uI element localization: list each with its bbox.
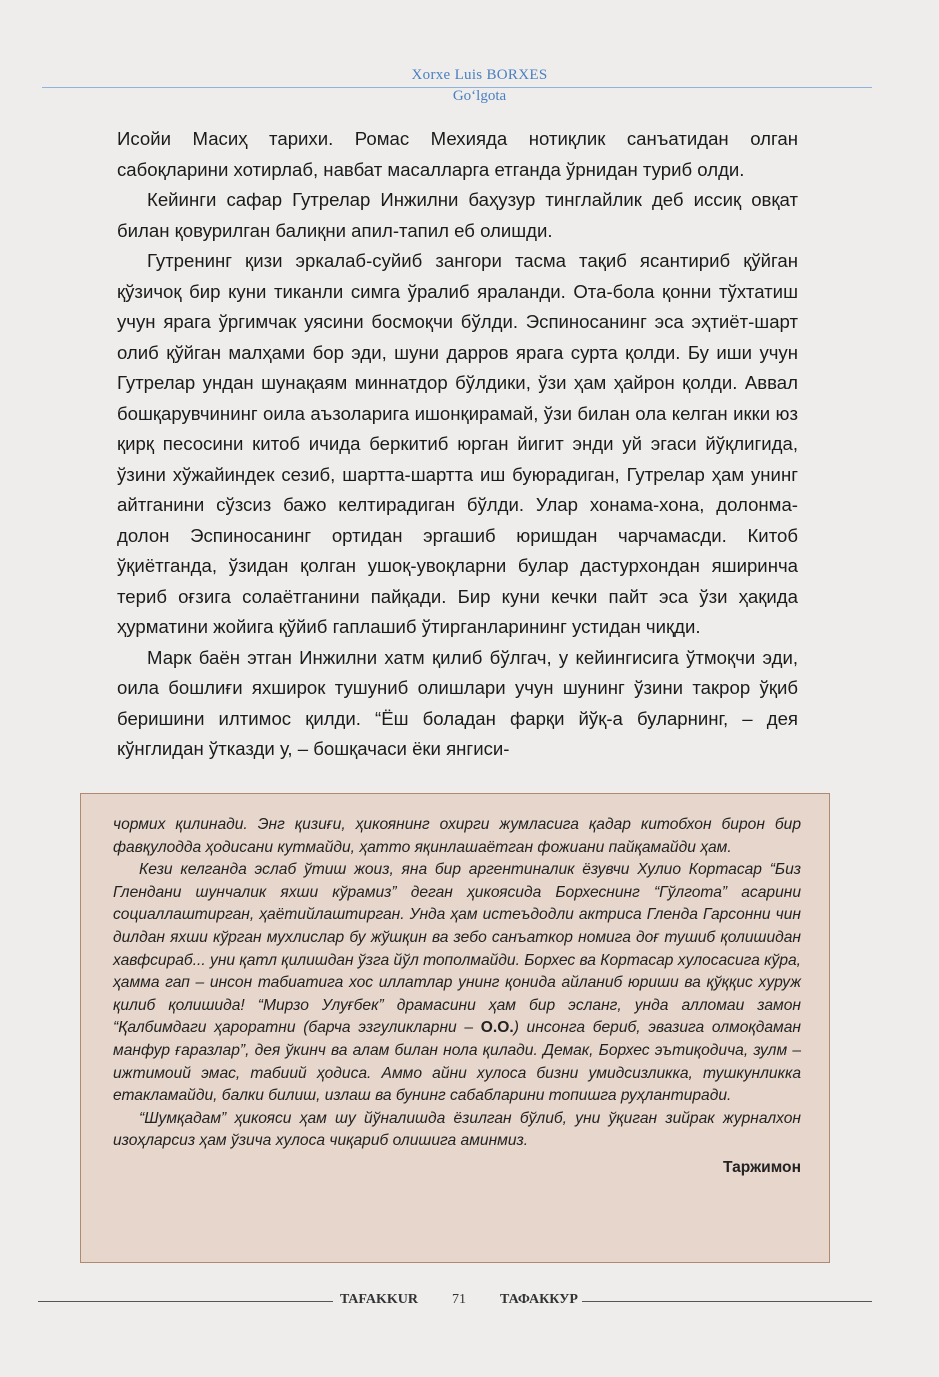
footer-text	[340, 1292, 578, 1308]
translator-note-text	[113, 814, 801, 1153]
main-paragraph-2: Кейинги сафар Гутрелар Инжилни баҳузур тинглайлик деб иссиқ овқат билан қовурилган балиқни апил-тапил еб олишди.	[117, 189, 798, 241]
header-title: Go‘lgota	[452, 88, 507, 104]
footer-journal-latin: TAFAKKUR	[340, 1292, 419, 1307]
header-rule	[42, 87, 872, 88]
footer-rule-left	[38, 1301, 333, 1302]
translator-note-box	[80, 793, 830, 1263]
running-footer	[0, 1290, 939, 1310]
note-signature: Таржимон	[722, 1158, 801, 1176]
footer-rule-right	[582, 1301, 872, 1302]
main-text	[117, 124, 798, 765]
main-paragraph-4: Марк баён этган Инжилни хатм қилиб бўлгач, у кейингисига ўтмоқчи эди, оила бошлиғи яхширок тушуниб олишлари учун шунинг ўзини такрор ўқиб беришини илтимос қилди. “Ёш боладан фарқи йўқ-а буларнинг, – дея кўнглидан ўтказди у, – бошқачаси ёки янгиси-	[117, 646, 798, 759]
note-paragraph-2	[113, 859, 801, 1108]
note-paragraph-3: “Шумқадам” ҳикояси ҳам шу йўналишда ёзилган бўлиб, уни ўқиган зийрак журналхон изоҳларсиз ҳам ўзича хулоса чиқариб олишига аминмиз.	[113, 1109, 801, 1150]
main-paragraph-3: Гутренинг қизи эркалаб-суйиб зангори тасма тақиб ясантириб қўйган қўзичоқ бир куни тиканли симга ўралиб яраланди. Ота-бола қонни тўхтатиш учун ярага ўргимчак уясини босмоқчи бўлди. Эспиносанинг эса эҳтиёт-шарт олиб қўйган малҳами бор эди, шуни дарров ярага сурта қолди. Бу иши учун Гутрелар ундан шунақаям миннатдор бўлдики, ўзи ҳам ҳайрон қолди. Аввал бошқарувчининг оила аъзоларига ишонқирамай, ўзи билан ола келган икки юз қирқ песосини китоб ичида беркитиб юрган йигит энди уй эгаси йўқлигида, ўзини хўжайиндек сезиб, шартта-шартта иш буюрадиган, Гутрелар ҳам унинг айтганини сўзсиз бажо келтирадиган бўлди. Улар хонама-хона, долонма-долон Эспиносанинг ортидан эргашиб юришдан чарчамасди. Китоб ўқиётганда, ўзидан қолган ушоқ-увоқларни булар дастурхондан яширинча териб оғзига солаётганини пайқади. Бир куни кечки пайт эса ўзи ҳақида ҳурматини жойига қўйиб гаплашиб ўтирганларининг устидан чиқди.	[117, 250, 798, 637]
note-paragraph-1: чормих қилинади. Энг қизиғи, ҳикоянинг охирги жумласига қадар китобхон бирон бир фавқулодда ҳодисани кутмайди, ҳатто яқинлашаётган фожиани пайқамайди ҳам.	[113, 816, 801, 856]
header-author: Xorxe Luis BORXES	[411, 67, 548, 83]
main-paragraph-1: Исойи Масиҳ тарихи. Ромас Мехияда нотиқлик санъатидан олган сабоқларини хотирлаб, навбат масалларга етганда ўрнидан туриб олди.	[117, 128, 798, 180]
note-paragraph-2-part-2: ) инсонга бериб, эвазига олмоқдаман манфур ғаразлар”, дея ўкинч ва алам билан нола қилади. Демак, Борхес эътиқодича, зулм – ижтимоий эмас, табиий ҳодиса. Аммо айни хулоса бизни умидсизликка, тушкунликка етакламайди, балки билиш, излаш ва бунинг сабабларини топишга руҳлантиради.	[113, 1019, 801, 1105]
page-number: 71	[452, 1292, 467, 1307]
running-header	[0, 66, 939, 105]
note-initials: О.О.	[480, 1019, 514, 1037]
note-paragraph-2-part-1: Кези келганда эслаб ўтиш жоиз, яна бир аргентиналик ёзувчи Хулио Кортасар “Биз Глендани шунчалик яхши кўрамиз” деган ҳикоясида Борхеснинг “Гўлгота” асарини социаллаштирган, ҳаётийлаштирган. Унда ҳам истеъдодли актриса Гленда Гарсонни чин дилдан яхши кўрган мухлислар бу жўшқин ва зебо санъаткор номига доғ тушиб қолишидан хавфсираб... уни қатл қилишдан ўзга йўл тополмайди. Борхес ва Кортасар хулосасига кўра, ҳамма гап – инсон табиатига хос иллатлар унинг қонида айланиб юриши ва қўққис хуруж қилиб қолишида! “Мирзо Улуғбек” драмасини ҳам бир эсланг, унда алломаи замон “Қалбимдаги ҳароратни (барча эзгуликларни –	[113, 861, 801, 1037]
footer-journal-cyrillic: ТАФАККУР	[500, 1292, 578, 1307]
